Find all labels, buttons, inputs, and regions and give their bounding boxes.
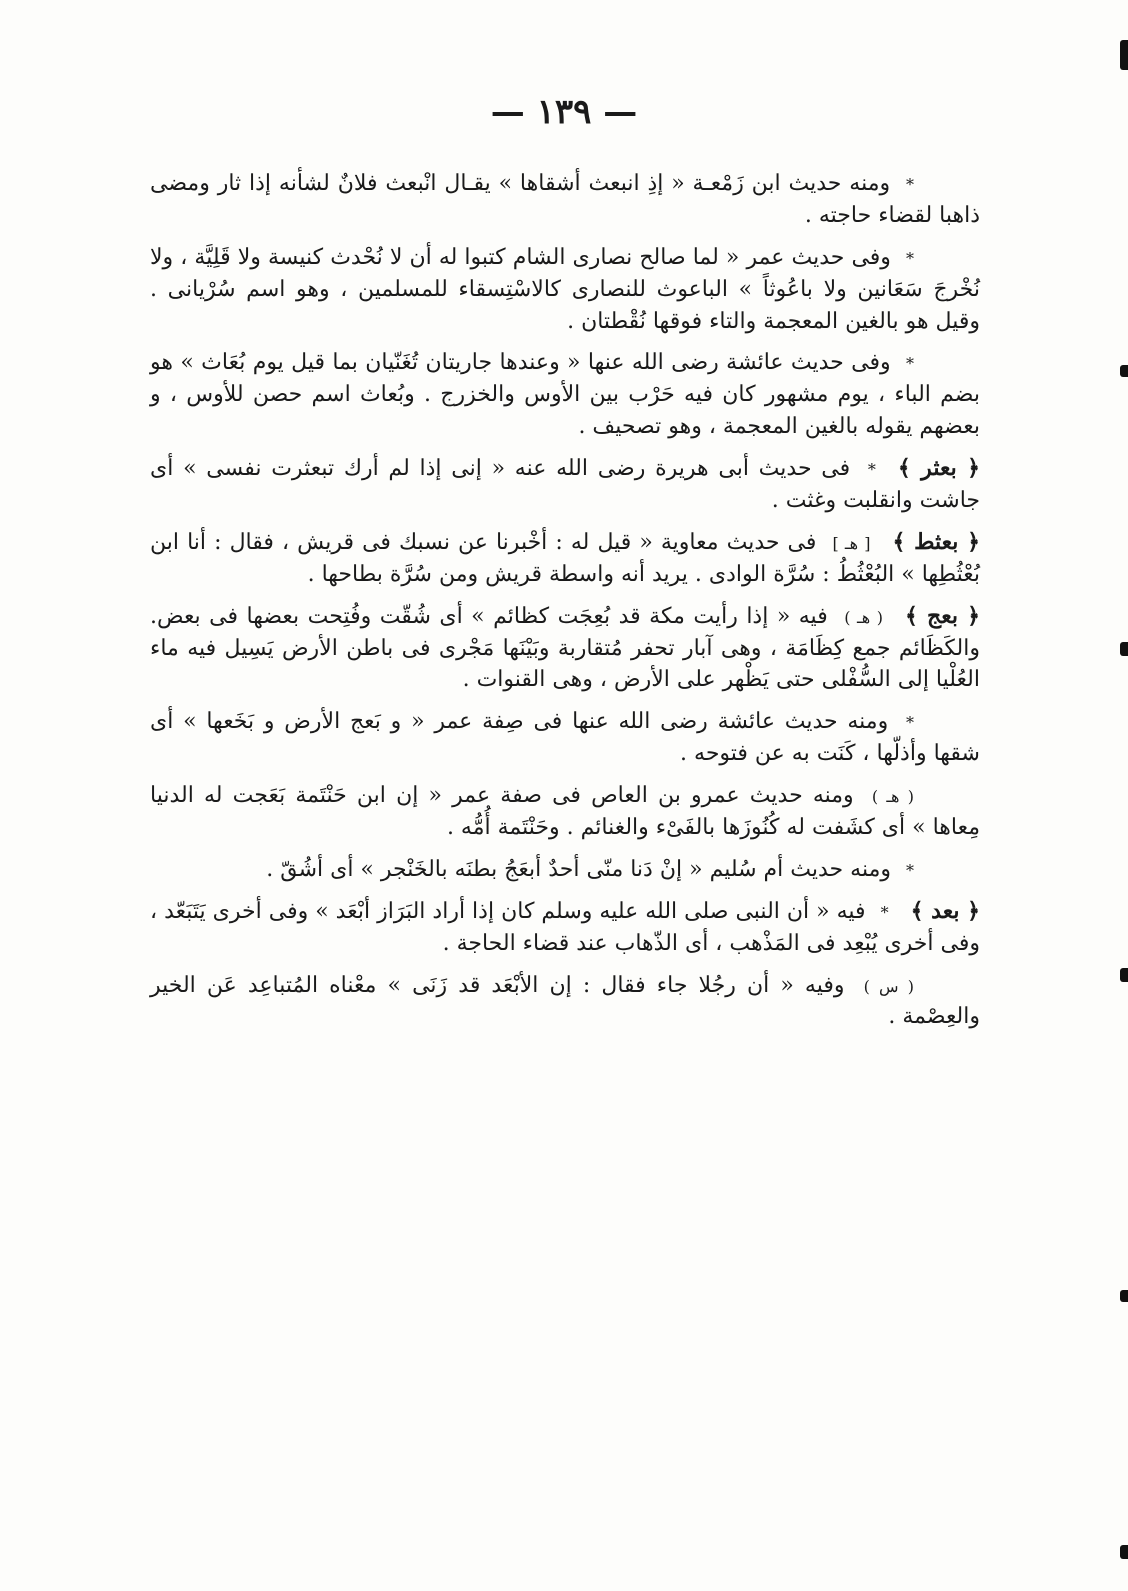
entry-headword: ﴿ بعد ﴾: [910, 897, 980, 924]
page-number: — ١٣٩ —: [490, 92, 638, 132]
paragraph: [150, 168, 980, 232]
paragraph: [150, 780, 980, 844]
paragraph-text: ومنه حديث عمرو بن العاص فى صفة عمر « إن ابن حَنْتَمة بَعَجت له الدنيا مِعاها » أى كشَفت له كُنُوزَها بالفَىْء والغنائم . وحَنْتَمة أُمُّه .: [150, 783, 980, 841]
entry-marker: *: [880, 902, 889, 922]
paragraph-text: فى حديث معاوية « قيل له : أخْبرنا عن نسبك فى قريش ، فقال : أنا ابن بُعْثُطِها » البُعْثُطُ : سُرَّة الوادى . يريد أنه واسطة قريش ومن سُرَّة بطاحها .: [150, 529, 980, 587]
entry-marker: *: [906, 175, 914, 194]
entry-marker: *: [906, 713, 914, 733]
entry-marker: *: [906, 354, 914, 374]
paragraph-text: فيه « أن النبى صلى الله عليه وسلم كان إذا أراد البَرَاز أبْعَد » وفى أخرى يَتَبَعّد ، وفى أخرى يُبْعِد فى المَذْهب ، أى الذّهاب عند قضاء الحاجة .: [150, 898, 980, 956]
entry-headword: ﴿ بعثط ﴾: [892, 528, 981, 555]
entry-headword: ﴿ بعثر ﴾: [897, 455, 980, 482]
paragraph-text: فى حديث أبى هريرة رضى الله عنه « إنى إذا لم أرك تبعثرت نفسى » أى جاشت وانقلبت وغثت .: [150, 456, 980, 514]
paragraph: [150, 347, 980, 443]
paragraph: [150, 601, 980, 697]
entry-marker: *: [906, 860, 914, 880]
entry-marker: *: [867, 460, 876, 480]
entry-marker: ( هـ ): [871, 787, 914, 807]
paragraph: [150, 527, 980, 591]
scan-edge-mark: [1120, 1545, 1128, 1559]
entry-marker: ( س ): [863, 976, 915, 996]
scan-edge-mark: [1120, 40, 1128, 70]
paragraph: [150, 970, 980, 1034]
paragraph: [150, 453, 980, 517]
entry-headword: ﴿ بعج ﴾: [904, 602, 980, 629]
paragraph-text: وفى حديث عائشة رضى الله عنها « وعندها جاريتان تُغَنّيان بما قيل يوم بُعَاث » هو بضم الباء ، يوم مشهور كان فيه حَرْب بين الأوس والخزرج . وبُعاث اسم حصن للأوس ، و بعضهم يقوله بالغين المعجمة ، وهو تصحيف .: [150, 350, 980, 440]
paragraph-text: وفيه « أن رجُلا جاء فقال : إن الأبْعَد قد زَنَى » معْناه المُتباعِد عَن الخير والعِصْمة .: [150, 972, 980, 1030]
paragraph: [150, 854, 980, 886]
entry-marker: ( هـ ): [844, 607, 883, 627]
paragraph-text: وفى حديث عمر « لما صالح نصارى الشام كتبوا له أن لا نُحْدث كنيسة ولا قَلِيَّة ، ولا نُخْرجَ سَعَانين ولا باعُوثاً » الباعوث للنصارى كالاسْتِسقاء للمسلمين ، وهو اسم سُرْيانى . وقيل هو بالغين المعجمة والتاء فوقها نُقْطتان .: [150, 244, 980, 334]
paragraph-text: فيه « إذا رأيت مكة قد بُعِجَت كظائم » أى شُقّت وفُتِحت بعضها فى بعض. والكَظَائم جمع كِظَامَة ، وهى آبار تحفر مُتقاربة وبَيْنَها مَجْرى فى باطن الأرض يَسِيل فيه ماء العُلْيا إلى السُّفْلى حتى يَظْهر على الأرض ، وهى القنوات .: [150, 603, 980, 693]
paragraph: [150, 706, 980, 770]
paragraph-text: ومنه حديث أم سُليم « إنْ دَنا منّى أحدٌ أبعَجُ بطنَه بالخَنْجر » أى أشُقّ .: [266, 856, 891, 882]
scan-edge-mark: [1120, 968, 1128, 982]
scan-edge-mark: [1120, 642, 1128, 656]
paragraph-text: ومنه حديث عائشة رضى الله عنها فى صِفة عمر « و بَعج الأرض و بَخَعها » أى شقها وأذلّها ، كَنَت به عن فتوحه .: [150, 709, 980, 767]
main-text: [150, 168, 980, 1043]
paragraph-text: ومنه حديث ابن زَمْعـة « إذِ انبعث أشقاها » يقـال انْبعث فلانٌ لشأنه إذا ثار ومضى ذاهبا لقضاء حاجته .: [150, 171, 980, 228]
entry-marker: [ هـ ]: [832, 533, 871, 553]
paragraph: [150, 242, 980, 338]
entry-marker: *: [906, 248, 914, 268]
scan-edge-mark: [1120, 365, 1128, 377]
scan-edge-mark: [1120, 1290, 1128, 1302]
paragraph: [150, 896, 980, 960]
